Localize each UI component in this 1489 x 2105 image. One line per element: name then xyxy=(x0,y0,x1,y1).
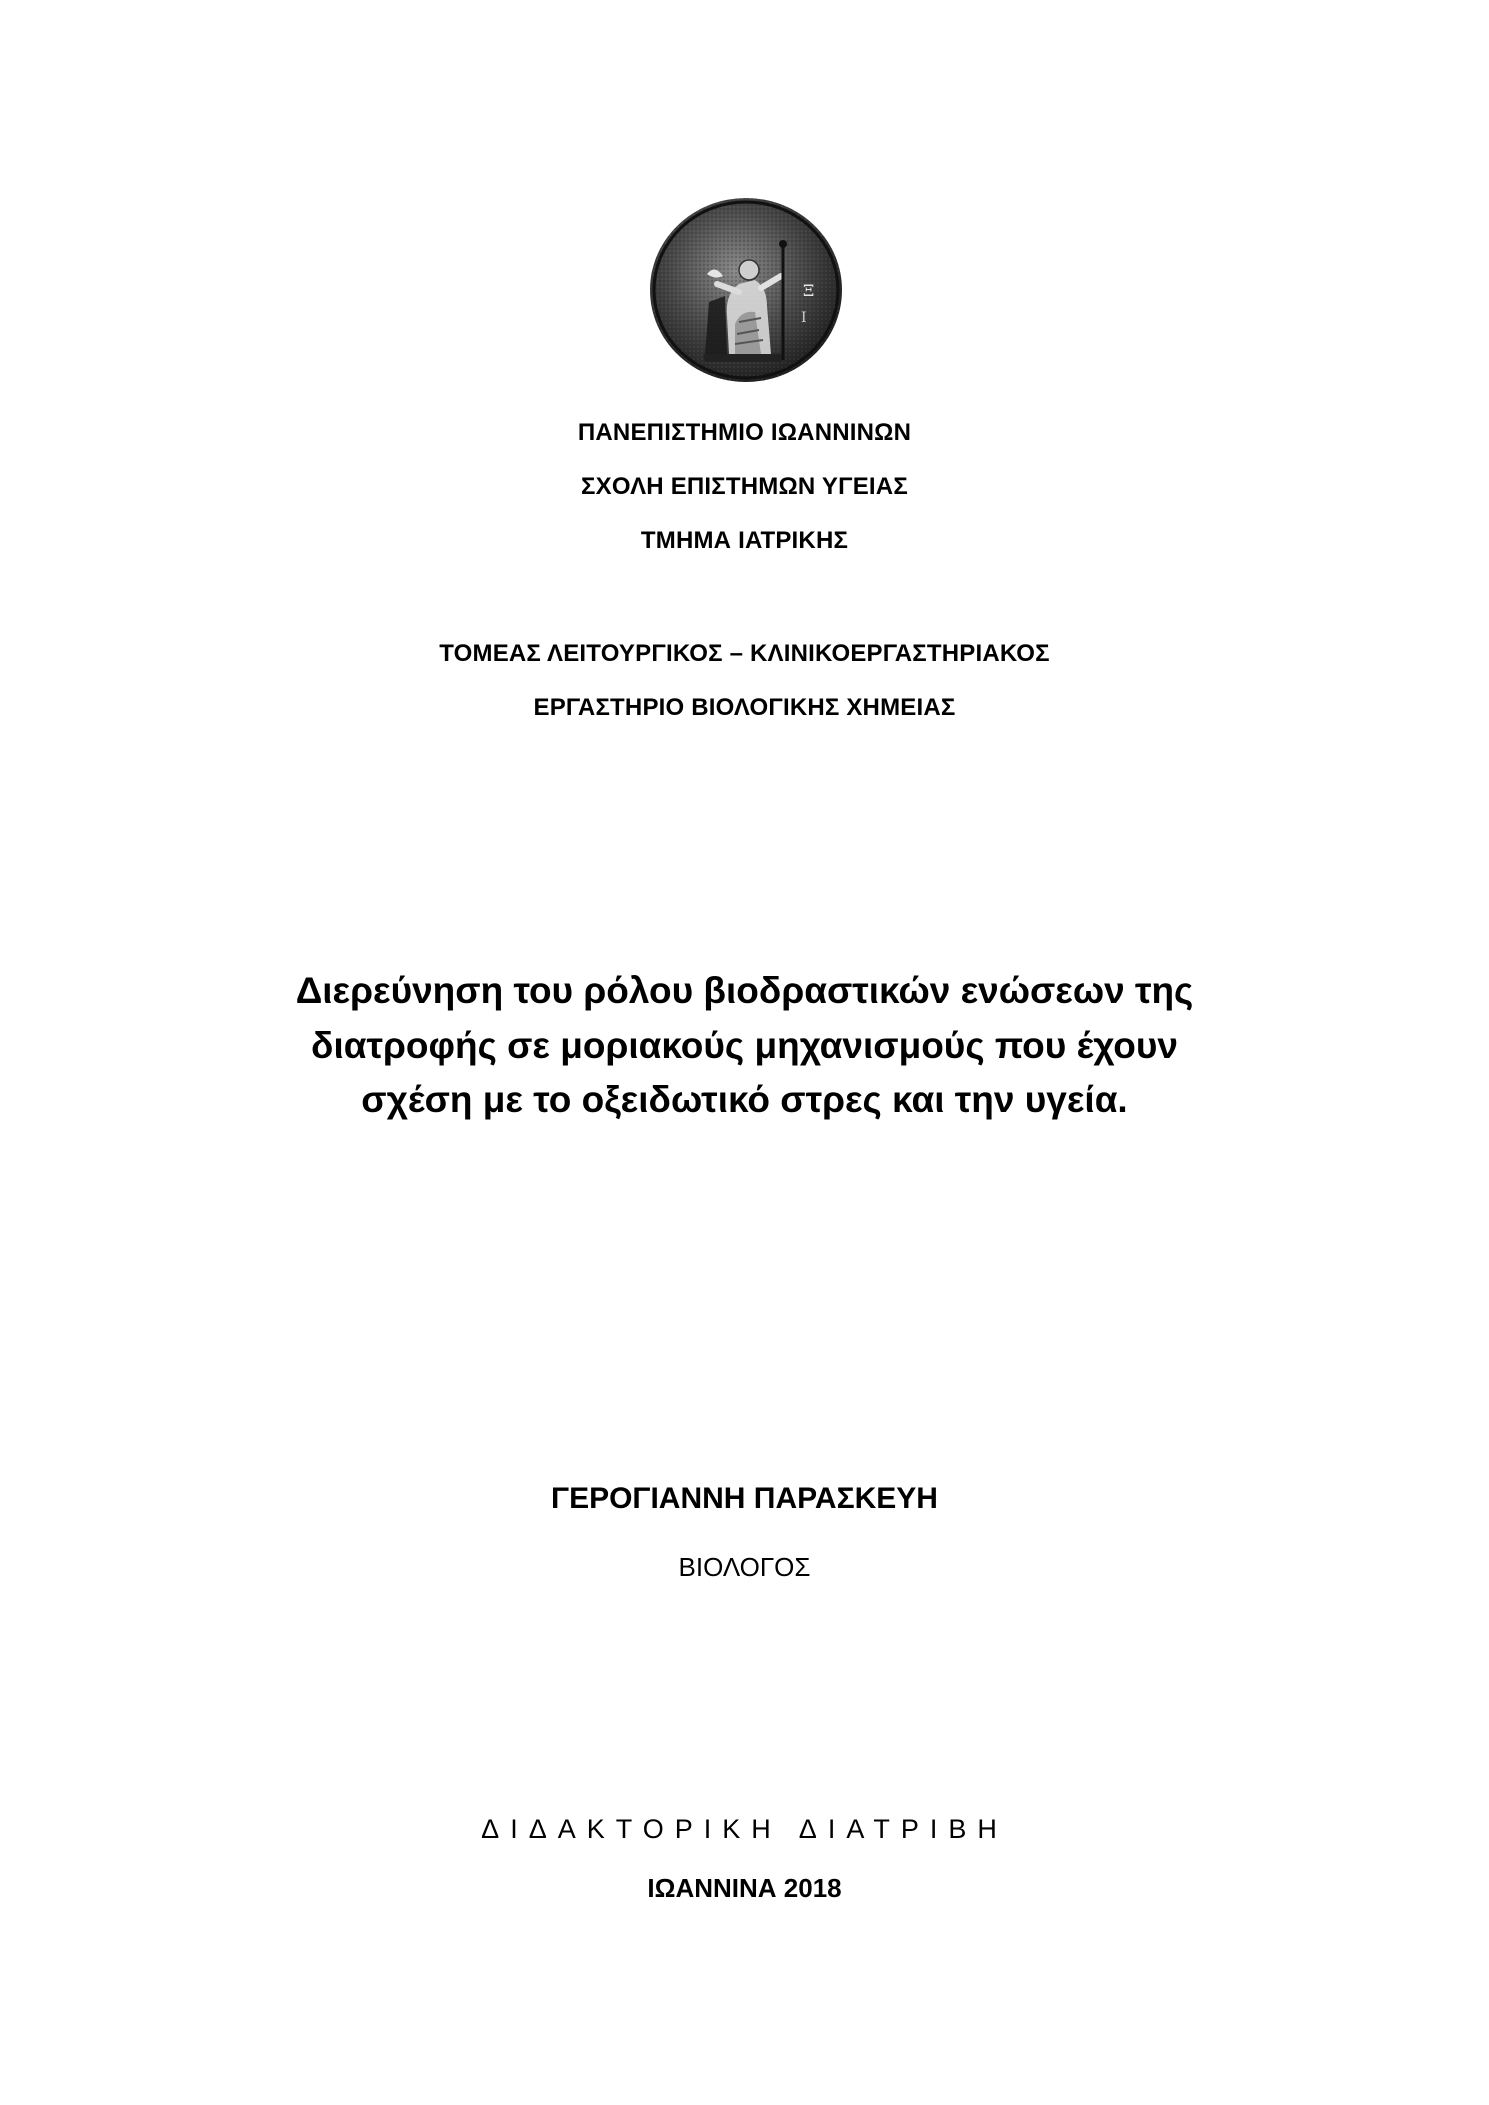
sector-name: ΤΟΜΕΑΣ ΛΕΙΤΟΥΡΓΙΚΟΣ – ΚΛΙΝΙΚΟΕΡΓΑΣΤΗΡΙΑΚΟΣ xyxy=(439,640,1050,667)
place-and-year: ΙΩΑΝΝΙΝΑ 2018 xyxy=(647,1873,842,1903)
svg-text:Ι: Ι xyxy=(801,310,807,326)
author-name: ΓΕΡΟΓΙΑΝΝΗ ΠΑΡΑΣΚΕΥΗ xyxy=(551,1482,938,1515)
school-name: ΣΧΟΛΗ ΕΠΙΣΤΗΜΩΝ ΥΓΕΙΑΣ xyxy=(581,473,908,500)
thesis-title-line-3: σχέση με το οξειδωτικό στρες και την υγεία. xyxy=(361,1079,1128,1120)
author-profession: ΒΙΟΛΟΓΟΣ xyxy=(678,1552,811,1582)
thesis-type: ΔΙΔΑΚΤΟΡΙΚΗ ΔΙΑΤΡΙΒΗ xyxy=(481,1814,1008,1844)
university-coin-seal-icon xyxy=(643,184,849,390)
svg-text:Ξ: Ξ xyxy=(803,281,815,300)
department-name: ΤΜΗΜΑ ΙΑΤΡΙΚΗΣ xyxy=(640,527,849,554)
thesis-title-line-2: διατροφής σε μοριακούς μηχανισμούς που έχουν xyxy=(311,1025,1178,1066)
university-name: ΠΑΝΕΠΙΣΤΗΜΙΟ ΙΩΑΝΝΙΝΩΝ xyxy=(577,419,912,446)
thesis-title-line-1: Διερεύνηση του ρόλου βιοδραστικών ενώσεων της xyxy=(295,970,1194,1011)
laboratory-name: ΕΡΓΑΣΤΗΡΙΟ ΒΙΟΛΟΓΙΚΗΣ ΧΗΜΕΙΑΣ xyxy=(533,694,956,721)
